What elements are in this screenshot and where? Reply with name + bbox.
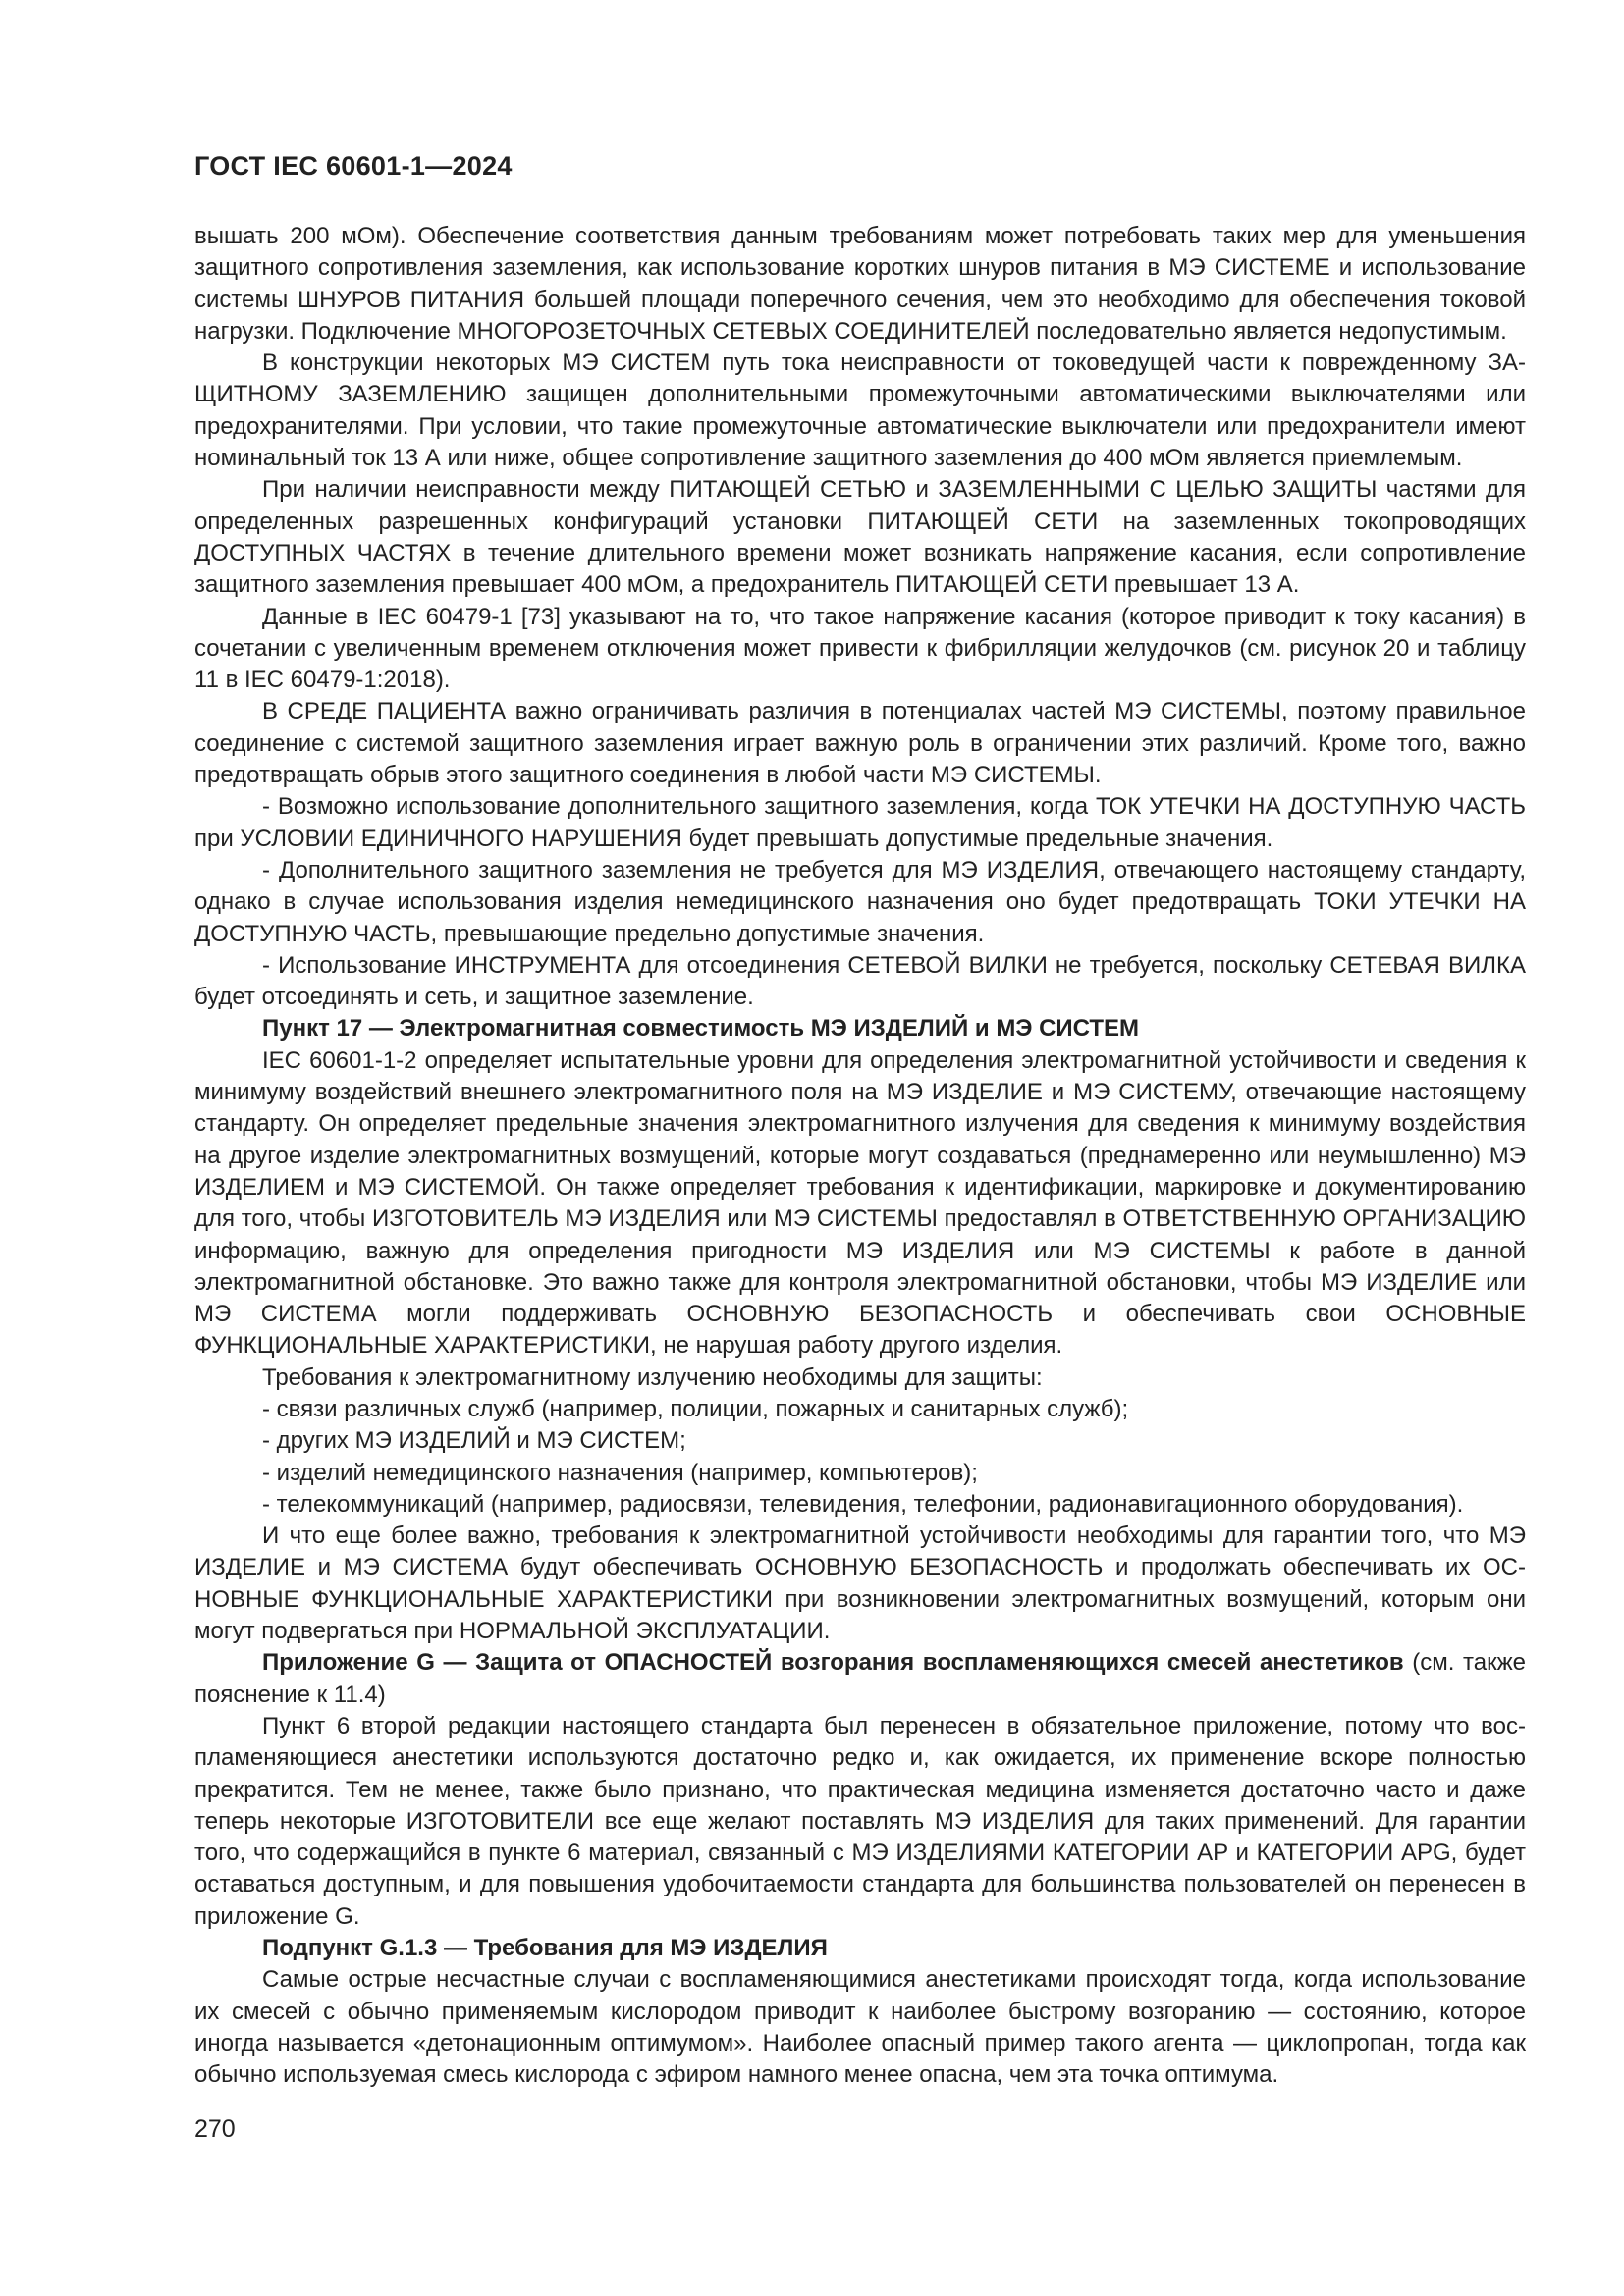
list-item: - Дополнительного защитного заземления не требуется для МЭ ИЗДЕЛИЯ, отвечающего настоящему стандарту, однако в случае использования изделия немедицинского назначения оно будет предотвращать ТОКИ УТЕЧКИ НА ДОСТУПНУЮ ЧАСТЬ, превышающие предельно допустимые значения. (194, 856, 1526, 947)
paragraph: В СРЕДЕ ПАЦИЕНТА важно ограничивать различия в потенциалах частей МЭ СИСТЕМЫ, поэтому правильное соединение с системой защитного заземления играет важную роль в ограничении этих различий. Кроме того, важно предотвращать обрыв этого защитного соединения в любой части МЭ СИСТЕМЫ. (194, 698, 1526, 789)
paragraph: Данные в IEC 60479-1 [73] указывают на то, что такое напряжение касания (которое приводит к току касания) в сочетании с увеличенным временем отключения может привести к фибрилляции желудочков (см. рисунок 20 и таблицу 11 в IEC 60479-1:2018). (194, 603, 1526, 694)
annex-heading-bold: Приложение G — Защита от ОПАСНОСТЕЙ возгорания воспламеняющихся смесей анестетиков (262, 1649, 1404, 1677)
annex-heading (194, 1647, 1526, 1711)
paragraph: Требования к электромагнитному излучению необходимы для защиты: (262, 1363, 1043, 1391)
list-item: - Возможно использование дополнительного защитного заземления, когда ТОК УТЕЧКИ НА ДОСТУПНУЮ ЧАСТЬ при УСЛОВИИ ЕДИНИЧНОГО НАРУШЕНИЯ будет превышать допустимые предельные значения. (194, 793, 1526, 852)
list-item: - телекоммуникаций (например, радиосвязи, телевидения, телефонии, радионавигационного оборудования). (262, 1490, 1464, 1518)
paragraph: IEC 60601-1-2 определяет испытательные уровни для определения электромагнитной устойчивости и сведения к минимуму воздействий внешнего электромагнитного поля на МЭ ИЗДЕЛИЕ и МЭ СИСТЕМУ, отвечающие настоящему стандарту. Он определяет предельные значения электромагнитного излучения для сведения к минимуму воздействия на другое изделие электромагнитных возмущений, которые могут создаваться (преднамеренно или неумышленно) МЭ ИЗДЕЛИЕМ и МЭ СИСТЕМОЙ. Он также определяет требования к идентификации, маркировке и документированию для того, чтобы ИЗГОТОВИТЕЛЬ МЭ ИЗДЕЛИЯ или МЭ СИСТЕМЫ предоставлял в ОТВЕТСТВЕННУЮ ОРГАНИЗАЦИЮ информацию, важную для определения пригодности МЭ ИЗДЕЛИЯ или МЭ СИСТЕМЫ к работе в данной электромагнитной обстановке. Это важно также для контроля электромагнитной обстановки, чтобы МЭ ИЗДЕЛИЕ или МЭ СИСТЕМА могли поддерживать ОСНОВНУЮ БЕЗОПАСНОСТЬ и обеспечивать свои ОСНОВНЫЕ ФУНКЦИОНАЛЬНЫЕ ХАРАКТЕРИСТИКИ, не нарушая работу другого изделия. (194, 1046, 1526, 1360)
document-header-title: ГОСТ IEC 60601-1—2024 (194, 151, 513, 181)
section-heading: Пункт 17 — Электромагнитная совместимость МЭ ИЗДЕЛИЙ и МЭ СИСТЕМ (262, 1015, 1140, 1042)
paragraph: В конструкции некоторых МЭ СИСТЕМ путь тока неисправности от токоведущей части к поврежденному ЗАЩИТНОМУ ЗАЗЕМЛЕНИЮ защищен дополнительными промежуточными автоматическими выключателями или предохранителями. При условии, что такие промежуточные автоматические выключатели или предохранители имеют номинальный ток 13 А или ниже, общее сопротивление защитного заземления до 400 мОм является приемлемым. (194, 349, 1526, 472)
page-number: 270 (194, 2115, 236, 2143)
list-item: - связи различных служб (например, полиции, пожарных и санитарных служб); (262, 1395, 1129, 1422)
document-body (194, 221, 1526, 2092)
paragraph: вышать 200 мОм). Обеспечение соответствия данным требованиям может потребовать таких мер для уменьшения защитного сопротивления заземления, как использование коротких шнуров питания в МЭ СИСТЕМЕ и использование системы ШНУРОВ ПИТАНИЯ большей площади поперечного сечения, чем это необходимо для обеспечения токовой нагрузки. Подключение МНОГОРОЗЕТОЧНЫХ СЕТЕВЫХ СОЕДИНИТЕЛЕЙ последовательно является недопустимым. (194, 223, 1526, 345)
list-item: - других МЭ ИЗДЕЛИЙ и МЭ СИСТЕМ; (262, 1427, 686, 1455)
section-heading: Подпункт G.1.3 — Требования для МЭ ИЗДЕЛИЯ (262, 1935, 828, 1962)
paragraph: При наличии неисправности между ПИТАЮЩЕЙ СЕТЬЮ и ЗАЗЕМЛЕННЫМИ С ЦЕЛЬЮ ЗАЩИТЫ частями для определенных разрешенных конфигураций установки ПИТАЮЩЕЙ СЕТИ на заземленных токопроводящих ДОСТУПНЫХ ЧАСТЯХ в течение длительного времени может возникать напряжение касания, если сопротивление защитного заземления превышает 400 мОм, а предохранитель ПИТАЮЩЕЙ СЕТИ превышает 13 А. (194, 476, 1526, 599)
list-item: - Использование ИНСТРУМЕНТА для отсоединения СЕТЕВОЙ ВИЛКИ не требуется, поскольку СЕТЕВАЯ ВИЛКА будет отсоединять и сеть, и защитное заземление. (194, 951, 1526, 1011)
paragraph: Пункт 6 второй редакции настоящего стандарта был перенесен в обязательное приложение, потому что воспламеняющиеся анестетики используются достаточно редко и, как ожидается, их применение вскоре полностью прекратится. Тем не менее, также было признано, что практическая медицина изменяется достаточно часто и даже теперь некоторые ИЗГОТОВИТЕЛИ все еще желают поставлять МЭ ИЗДЕЛИЯ для таких применений. Для гарантии того, что содержащийся в пункте 6 материал, связанный с МЭ ИЗДЕЛИЯМИ КАТЕГОРИИ AP и КАТЕГОРИИ APG, будет оставаться доступным, и для повышения удобочитаемости стандарта для большинства пользователей он перенесен в приложение G. (194, 1712, 1526, 1930)
paragraph: И что еще более важно, требования к электромагнитной устойчивости необходимы для гарантии того, что МЭ ИЗДЕЛИЕ и МЭ СИСТЕМА будут обеспечивать ОСНОВНУЮ БЕЗОПАСНОСТЬ и продолжать обеспечивать их ОСНОВНЫЕ ФУНКЦИОНАЛЬНЫЕ ХАРАКТЕРИСТИКИ при возникновении электромагнитных возмущений, которым они могут подвергаться при НОРМАЛЬНОЙ ЭКСПЛУАТАЦИИ. (194, 1522, 1526, 1645)
paragraph: Самые острые несчастные случаи с воспламеняющимися анестетиками происходят тогда, когда использование их смесей с обычно применяемым кислородом приводит к наиболее быстрому возгоранию — состоянию, которое иногда называется «детонационным оптимумом». Наиболее опасный пример такого агента — циклопропан, тогда как обычно используемая смесь кислорода с эфиром намного менее опасна, чем эта точка оптимума. (194, 1966, 1526, 2089)
list-item: - изделий немедицинского назначения (например, компьютеров); (262, 1459, 978, 1486)
annex-heading-note: (см. также пояснение к 11.4) (194, 1649, 1526, 1708)
